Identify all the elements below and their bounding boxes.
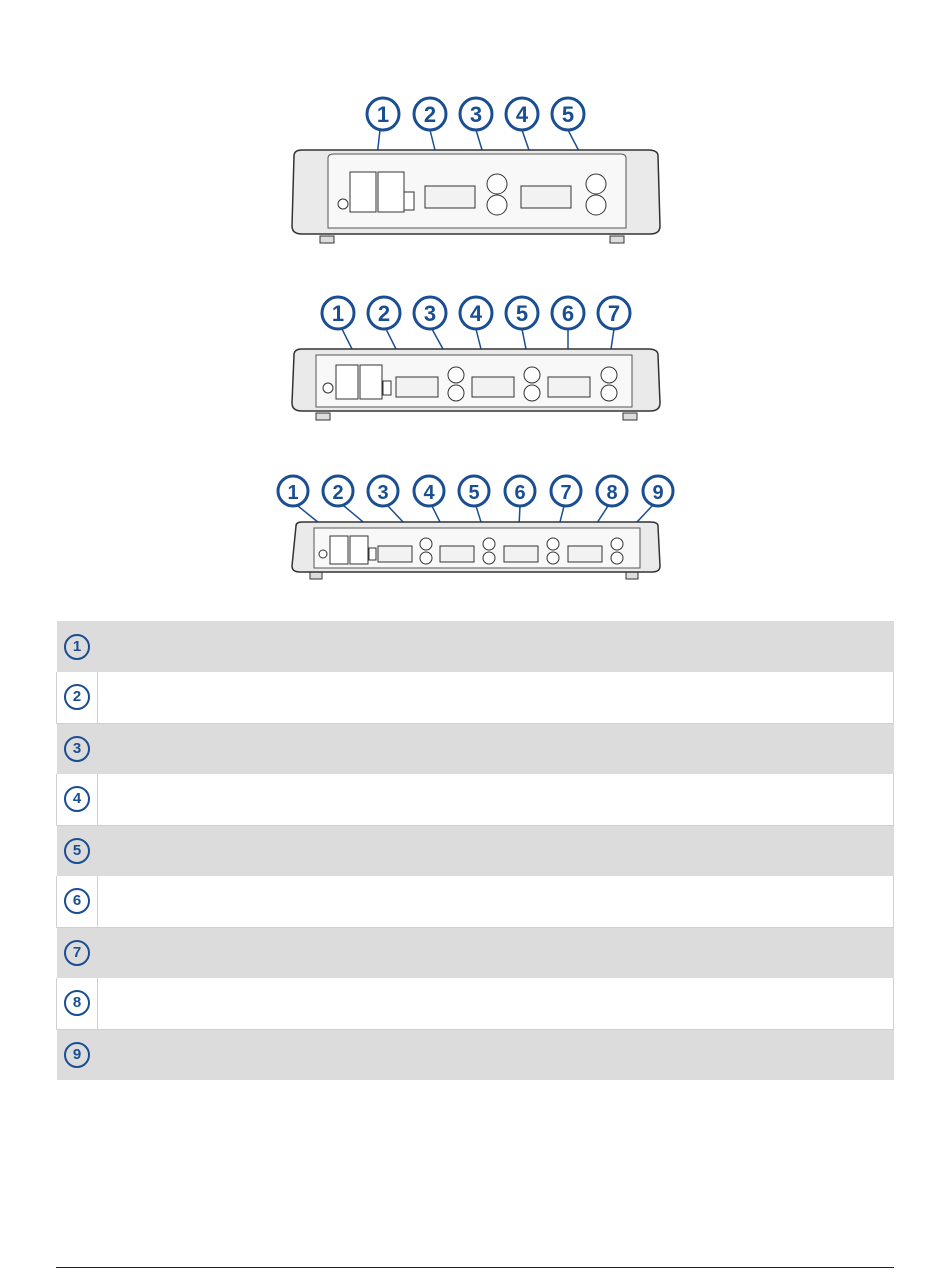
device-body <box>292 522 660 579</box>
amplifier-figure-1 <box>280 92 670 247</box>
callout-number: 1 <box>64 634 90 660</box>
legend-description <box>98 723 894 774</box>
legend-description <box>98 1029 894 1080</box>
callout-2-label: 2 <box>423 102 437 127</box>
callout-1-label: 1 <box>331 301 345 326</box>
legend-row <box>57 927 894 978</box>
callout-4-label: 4 <box>423 482 435 504</box>
callout-2-label: 2 <box>377 301 391 326</box>
callout-number: 3 <box>64 736 90 762</box>
callout-4-label: 4 <box>469 301 483 326</box>
callout-3-label: 3 <box>423 301 437 326</box>
legend-row <box>57 621 894 672</box>
device-body <box>292 150 660 243</box>
callout-1-label: 1 <box>287 482 299 504</box>
callout-8-label: 8 <box>606 482 618 504</box>
legend-row <box>57 825 894 876</box>
callout-3-label: 3 <box>469 102 483 127</box>
legend-row <box>57 876 894 927</box>
legend-description <box>98 672 894 723</box>
legend-description <box>98 774 894 825</box>
callout-number: 6 <box>64 888 90 914</box>
legend-description <box>98 927 894 978</box>
callout-number: 8 <box>64 990 90 1016</box>
callout-7-label: 7 <box>560 482 572 504</box>
legend-description <box>98 978 894 1029</box>
footer-rule <box>56 1267 894 1268</box>
callout-6-label: 6 <box>514 482 526 504</box>
callout-legend-table <box>56 621 894 1080</box>
callout-number: 2 <box>64 684 90 710</box>
device-body <box>292 349 660 420</box>
legend-row <box>57 1029 894 1080</box>
callout-3-label: 3 <box>377 482 389 504</box>
legend-row <box>57 978 894 1029</box>
callout-5-label: 5 <box>561 102 575 127</box>
callout-7-label: 7 <box>607 301 621 326</box>
callout-number: 7 <box>64 940 90 966</box>
legend-description <box>98 621 894 672</box>
legend-description <box>98 876 894 927</box>
callout-6-label: 6 <box>561 301 575 326</box>
callout-number: 5 <box>64 838 90 864</box>
amplifier-figure-3 <box>272 472 682 584</box>
legend-row <box>57 723 894 774</box>
callout-1-label: 1 <box>376 102 390 127</box>
callout-2-label: 2 <box>332 482 344 504</box>
legend-row <box>57 672 894 723</box>
callout-4-label: 4 <box>515 102 529 127</box>
amplifier-figure-2 <box>280 293 670 428</box>
callout-number: 4 <box>64 786 90 812</box>
legend-description <box>98 825 894 876</box>
callout-9-label: 9 <box>652 482 664 504</box>
callout-5-label: 5 <box>515 301 529 326</box>
legend-row <box>57 774 894 825</box>
callout-number: 9 <box>64 1042 90 1068</box>
callout-5-label: 5 <box>468 482 480 504</box>
